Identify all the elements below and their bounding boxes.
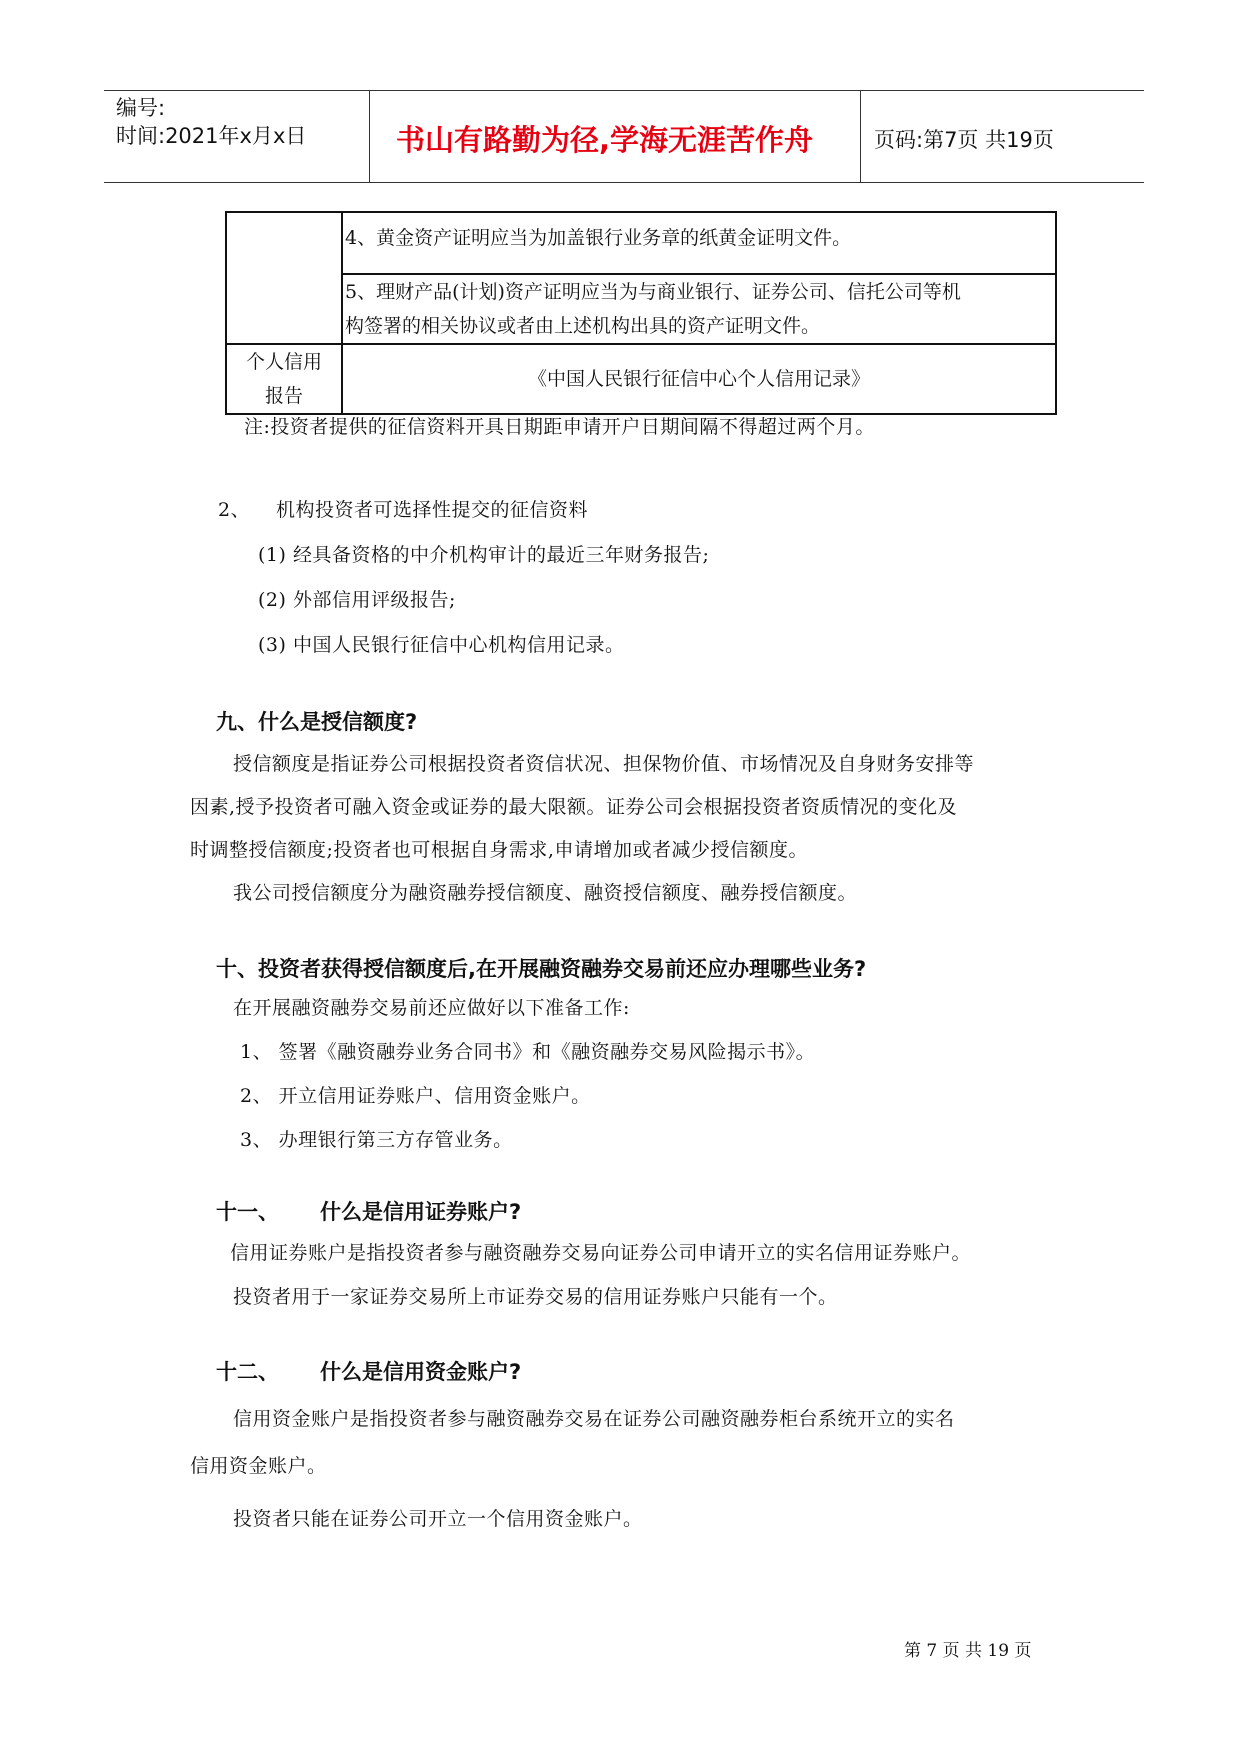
header-slogan: 书山有路勤为径,学海无涯苦作舟 — [396, 123, 814, 157]
credit-report-value: 《中国人民银行征信中心个人信用记录》 — [527, 368, 870, 390]
table-cell-wealth-proof — [342, 274, 1056, 344]
credit-label-line2: 报告 — [264, 385, 303, 407]
table-row4-text: 4、黄金资产证明应当为加盖银行业务章的纸黄金证明文件。 — [345, 227, 852, 249]
section9-para1-line3: 时调整授信额度;投资者也可根据自身需求,申请增加或者减少授信额度。 — [190, 839, 808, 861]
section12-title: 什么是信用资金账户? — [320, 1360, 522, 1384]
section10-item-2: 2、 开立信用证券账户、信用资金账户。 — [240, 1085, 591, 1107]
table-row5-line1: 5、理财产品(计划)资产证明应当为与商业银行、证券公司、信托公司等机 — [345, 281, 961, 303]
table-row — [226, 274, 1056, 344]
section11-title: 什么是信用证券账户? — [320, 1200, 522, 1224]
header-top-rule — [104, 90, 1144, 91]
table-label-cell-credit — [226, 344, 342, 414]
section2-item-1: (1) 经具备资格的中介机构审计的最近三年财务报告; — [258, 544, 710, 566]
header-page-info: 页码:第7页 共19页 — [874, 128, 1054, 152]
section9-para2: 我公司授信额度分为融资融券授信额度、融资授信额度、融券授信额度。 — [233, 882, 858, 904]
section11-number: 十一、 — [216, 1200, 279, 1224]
table-cell-gold-proof — [342, 212, 1056, 274]
table-row — [226, 212, 1056, 274]
section10-heading: 十、投资者获得授信额度后,在开展融资融券交易前还应办理哪些业务? — [216, 957, 867, 981]
section9-heading: 九、什么是授信额度? — [216, 710, 418, 734]
header-divider-left — [369, 90, 370, 183]
section12-para2: 投资者只能在证券公司开立一个信用资金账户。 — [233, 1508, 643, 1530]
section12-para1-line2: 信用资金账户。 — [190, 1455, 327, 1477]
section12-para1-line1: 信用资金账户是指投资者参与融资融券交易在证券公司融资融券柜台系统开立的实名 — [233, 1408, 955, 1430]
table-cell-credit-report — [342, 344, 1056, 414]
section9-para1-line2: 因素,授予投资者可融入资金或证券的最大限额。证券公司会根据投资者资质情况的变化及 — [190, 796, 958, 818]
section11-para2: 投资者用于一家证券交易所上市证券交易的信用证券账户只能有一个。 — [233, 1286, 838, 1308]
section12-number: 十二、 — [216, 1360, 279, 1384]
time-label: 时间:2021年x月x日 — [116, 124, 307, 148]
serial-number-label: 编号: — [116, 96, 166, 120]
section10-intro: 在开展融资融券交易前还应做好以下准备工作: — [233, 997, 630, 1019]
table-row — [226, 344, 1056, 414]
header-divider-right — [860, 90, 861, 183]
section2-number: 2、 — [218, 499, 251, 521]
table-label-cell-empty — [226, 212, 342, 344]
section2-item-2: (2) 外部信用评级报告; — [258, 589, 456, 611]
section10-item-1: 1、 签署《融资融券业务合同书》和《融资融券交易风险揭示书》。 — [240, 1041, 816, 1063]
section11-para1: 信用证券账户是指投资者参与融资融券交易向证券公司申请开立的实名信用证券账户。 — [230, 1242, 972, 1264]
footer-page-number: 第 7 页 共 19 页 — [904, 1641, 1032, 1661]
section10-item-3: 3、 办理银行第三方存管业务。 — [240, 1129, 513, 1151]
section2-title: 机构投资者可选择性提交的征信资料 — [276, 499, 589, 521]
header-bottom-rule — [104, 182, 1144, 183]
section9-para1-line1: 授信额度是指证券公司根据投资者资信状况、担保物价值、市场情况及自身财务安排等 — [233, 753, 975, 775]
credit-label-line1: 个人信用 — [245, 351, 322, 373]
credit-materials-table — [225, 211, 1057, 415]
table-row5-line2: 构签署的相关协议或者由上述机构出具的资产证明文件。 — [345, 315, 821, 337]
section2-item-3: (3) 中国人民银行征信中心机构信用记录。 — [258, 634, 625, 656]
note-text: 注:投资者提供的征信资料开具日期距申请开户日期间隔不得超过两个月。 — [244, 416, 875, 438]
